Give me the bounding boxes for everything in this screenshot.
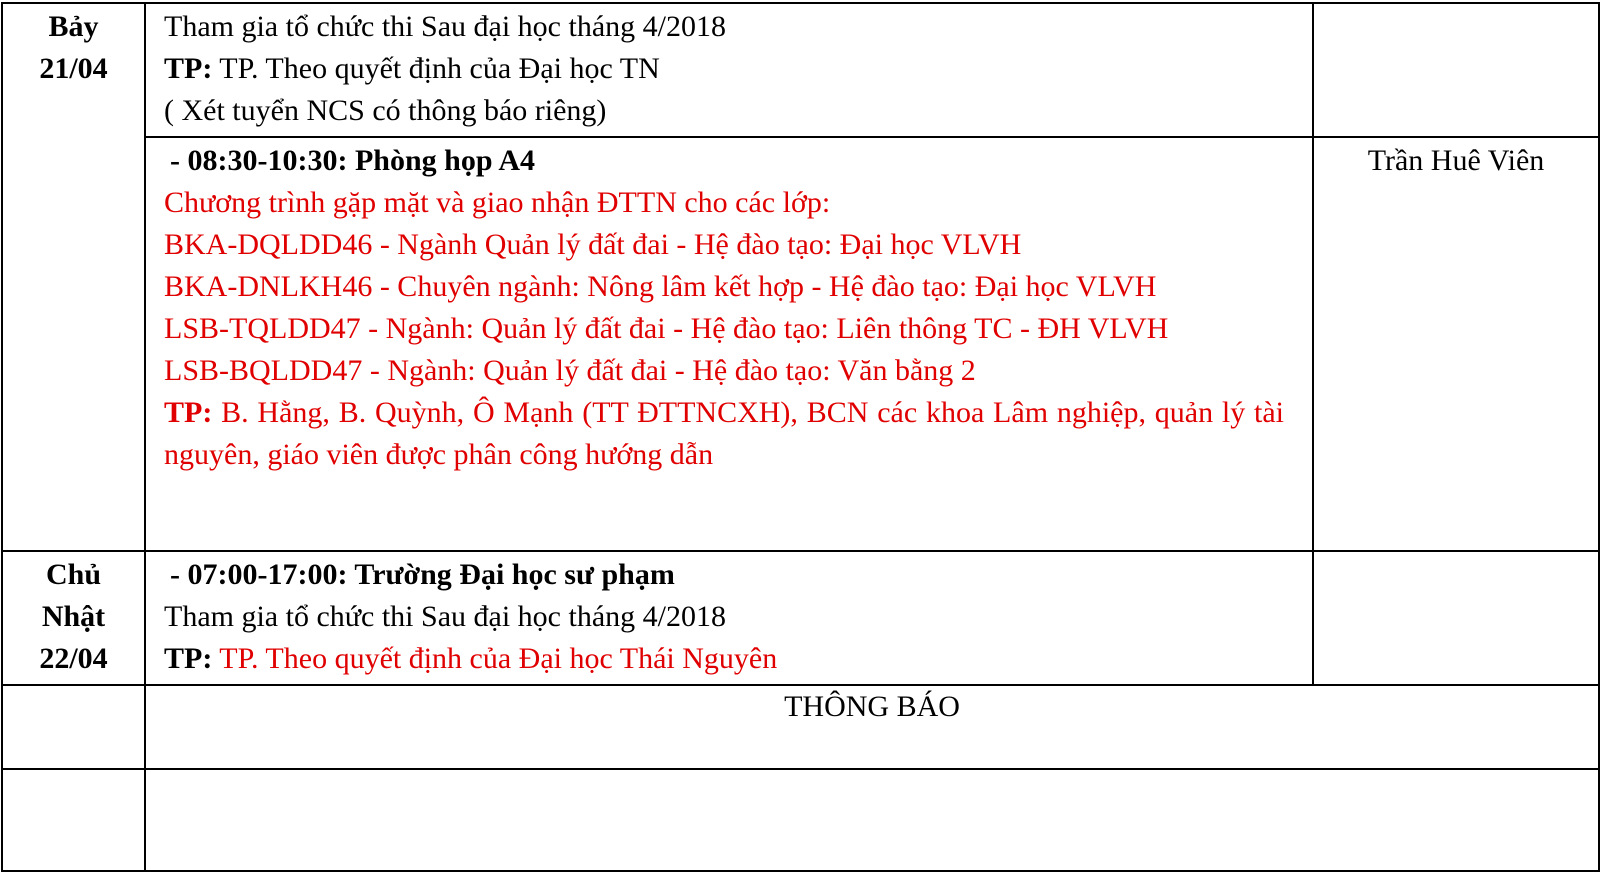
day-cell-sunday: [2, 551, 145, 685]
participants-text: B. Hằng, B. Quỳnh, Ô Mạnh (TT ĐTTNCXH), BCN các khoa Lâm nghiệp, quản lý tài nguyên, giáo viên được phân công hướng dẫn: [164, 396, 1284, 471]
day-date: 21/04: [39, 52, 108, 85]
notice-cell: [145, 685, 1599, 769]
class-item: LSB-BQLDD47 - Ngành: Quản lý đất đai - Hệ đào tạo: Văn bằng 2: [164, 354, 976, 387]
event-cell: [145, 3, 1313, 137]
person-in-charge-cell: [1313, 551, 1599, 685]
participants-label: TP:: [164, 52, 213, 85]
person-in-charge-cell: [1313, 3, 1599, 137]
event-cell: [145, 137, 1313, 551]
participants-line: [164, 392, 1284, 476]
class-item: BKA-DQLDD46 - Ngành Quản lý đất đai - Hệ đào tạo: Đại học VLVH: [164, 228, 1022, 261]
day-name: Bảy: [48, 10, 99, 43]
person-in-charge: Trần Huê Viên: [1367, 144, 1545, 177]
day-date: 22/04: [39, 642, 108, 675]
event-time-location: - 08:30-10:30: Phòng họp A4: [170, 144, 536, 177]
day-name: Nhật: [41, 600, 106, 633]
event-cell: [145, 551, 1313, 685]
class-item: BKA-DNLKH46 - Chuyên ngành: Nông lâm kết hợp - Hệ đào tạo: Đại học VLVH: [164, 270, 1157, 303]
day-cell-saturday: [2, 3, 145, 551]
participants-line: [164, 48, 1284, 90]
empty-day-cell: [2, 685, 145, 769]
table-row: [2, 551, 1599, 685]
event-description: Tham gia tổ chức thi Sau đại học tháng 4/2018: [164, 600, 726, 633]
table-row: [2, 137, 1599, 551]
participants-label: TP:: [164, 396, 213, 429]
class-item: LSB-TQLDD47 - Ngành: Quản lý đất đai - Hệ đào tạo: Liên thông TC - ĐH VLVH: [164, 312, 1169, 345]
weekly-schedule-table: [1, 2, 1600, 872]
event-note: ( Xét tuyển NCS có thông báo riêng): [164, 94, 607, 127]
participants-text: TP. Theo quyết định của Đại học Thái Nguyên: [212, 642, 778, 675]
person-in-charge-cell: [1313, 137, 1599, 551]
notice-title: THÔNG BÁO: [784, 690, 960, 723]
table-row: [2, 685, 1599, 769]
event-description: Tham gia tổ chức thi Sau đại học tháng 4/2018: [164, 10, 726, 43]
empty-day-cell: [2, 769, 145, 871]
event-time-location: - 07:00-17:00: Trường Đại học sư phạm: [170, 558, 675, 591]
event-description: Chương trình gặp mặt và giao nhận ĐTTN cho các lớp:: [164, 186, 831, 219]
table-row: [2, 769, 1599, 871]
table-row: [2, 3, 1599, 137]
participants-label: TP:: [164, 642, 213, 675]
participants-text: TP. Theo quyết định của Đại học TN: [212, 52, 660, 85]
day-name: Chủ: [45, 558, 102, 591]
participants-line: [164, 638, 1284, 680]
notice-body-cell: [145, 769, 1599, 871]
